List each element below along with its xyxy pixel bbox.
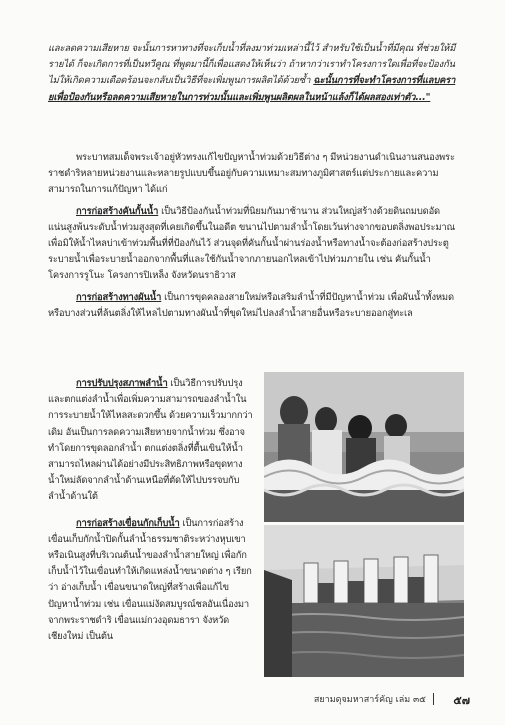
- para-king: พระบาทสมเด็จพระเจ้าอยู่หัวทรงแก้ไขปัญหาน้ำท่วมด้วยวิธีต่าง ๆ มีหน่วยงานดำเนินงานสนองพระราชดำริหลายหน่วยงานและหลายรูปแบบขึ้นอยู่กับความเหมาะสมทางภูมิศาสตร์แต่ประกายและความสามารถในการแก้ปัญหา ได้แก่: [48, 152, 455, 196]
- body-top: [48, 150, 458, 322]
- dam-title: การก่อสร้างเขื่อนกักเก็บน้ำ: [76, 517, 180, 529]
- canal-text: เป็นการขุดคลองสายใหม่หรือเสริมลำน้ำที่มีปัญหาน้ำท่วม เพื่อผันน้ำทั้งหมดหรือบางส่วนที่ล้นตลิ่งให้ไหลไปตามทางผันน้ำที่ขุดใหม่ไปลงลำน้ำสายอื่นหรือระบายออกสู่ทะเล: [48, 291, 454, 319]
- photo-dam-image: [264, 525, 464, 677]
- dam-text: เป็นการก่อสร้างเขื่อนเก็บกักน้ำปิดกั้นลำน้ำธรรมชาติระหว่างหุบเขาหรือเนินสูงที่บริเวณต้นน้ำของลำน้ำสายใหญ่ เพื่อกักเก็บน้ำไว้ในเขื่อนทำให้เกิดแหล่งน้ำขนาดต่าง ๆ เรียกว่า อ่างเก็บน้ำ เขื่อนขนาดใหญ่ที่สร้างเพื่อแก้ไขปัญหาน้ำท่วม เช่น เขื่อนแม่งัดสมบูรณ์ชลอันเนื่องมาจากพระราชดำริ เขื่อนแม่กวงอุดมธารา จังหวัดเชียงใหม่ เป็นต้น: [48, 517, 252, 643]
- footer-divider: [433, 693, 435, 705]
- footer-title: สยามดุจมหาสาร์คัญ เล่ม ๓๕: [313, 695, 426, 705]
- canal-title: การก่อสร้างทางผันน้ำ: [76, 291, 162, 303]
- photo-dam: [264, 525, 464, 677]
- para-canal: [48, 290, 458, 322]
- photo-royal-visit: [264, 372, 464, 522]
- page-footer: [250, 692, 470, 708]
- improve-title: การปรับปรุงสภาพลำน้ำ: [76, 378, 168, 389]
- photo-royal-visit-image: [264, 372, 464, 522]
- dike-title: การก่อสร้างคันกั้นน้ำ: [76, 205, 159, 217]
- para-dam: [48, 516, 253, 646]
- intro-quote: และลดความเสียหาย จะนั้นการหาทางที่จะเก็บน้ำที่ลงมาท่วมเหล่านี้ไว้ สำหรับใช้เป็นน้ำที่มีคุณ ที่ช่วยให้มีรายได้ ก็จะเกิดการที่เป็นทวีคูณ ที่พูดมานี้ก็เพื่อแสดงให้เห็นว่า ถ้าหากว่าเราทำโครงการใดเพื่อที่จะป้องกันไม่ให้เกิดความเดือดร้อนจะกลับเป็นวิธีที่จะเพิ่มพูนการผลิตได้ด้วยซ้ำ: [48, 43, 456, 87]
- dike-text: เป็นวิธีป้องกันน้ำท่วมที่นิยมกันมาช้านาน ส่วนใหญ่สร้างด้วยดินถมบดอัดแน่นสูงพ้นระดับน้ำท่วมสูงสุดที่เคยเกิดขึ้นในอดีต ขนานไปตามลำน้ำโดยเว้นห่างจากขอบตลิ่งพอประมาณ เพื่อมิให้น้ำไหลบ่าเข้าท่วมพื้นที่ที่ป้องกันไว้ ส่วนจุดที่คันกั้นน้ำผ่านร่องน้ำหรือทางน้ำจะต้องก่อสร้างประตูระบายน้ำเพื่อระบายน้ำออกจากพื้นที่และใช้กันน้ำจากภายนอกไหลเข้าไปท่วมภายใน เช่น คันกั้นน้ำโครงการรูโนะ โครงการปิเหล็ง จังหวัดนราธิวาส: [48, 205, 456, 282]
- para-improve: [48, 376, 253, 506]
- intro-quote-bold: ฉะนั้นการที่จะทำโครงการที่แลบครายเพื่อป้องกันหรือลดความเสียหายในการท่วมนั้นและเพิ่มพูนผลิตผลในหน้าแล้งก็ได้ผลสองเท่าตัว...": [48, 75, 456, 103]
- body-left-column: [48, 376, 253, 645]
- page-number: ๕๗: [453, 694, 470, 707]
- intro-quote-block: [48, 41, 458, 106]
- para-dike: [48, 204, 458, 285]
- improve-text: เป็นวิธีการปรับปรุงและตกแต่งลำน้ำเพื่อเพิ่มความสามารถของลำน้ำในการระบายน้ำให้ไหลสะดวกขึ้น ด้วยความเร็วมากกว่าเดิม อันเป็นการลดความเสียหายจากน้ำท่วม ซึ่งอาจทำโดยการขุดลอกลำน้ำ ตกแต่งตลิ่งที่ตื้นเขินให้น้ำสามารถไหลผ่านได้อย่างมีประสิทธิภาพหรือขุดทางน้ำใหม่ลัดจากลำน้ำด้านเหนือที่ตัดให้ไปบรรจบกับลำน้ำด้านใต้: [48, 378, 253, 503]
